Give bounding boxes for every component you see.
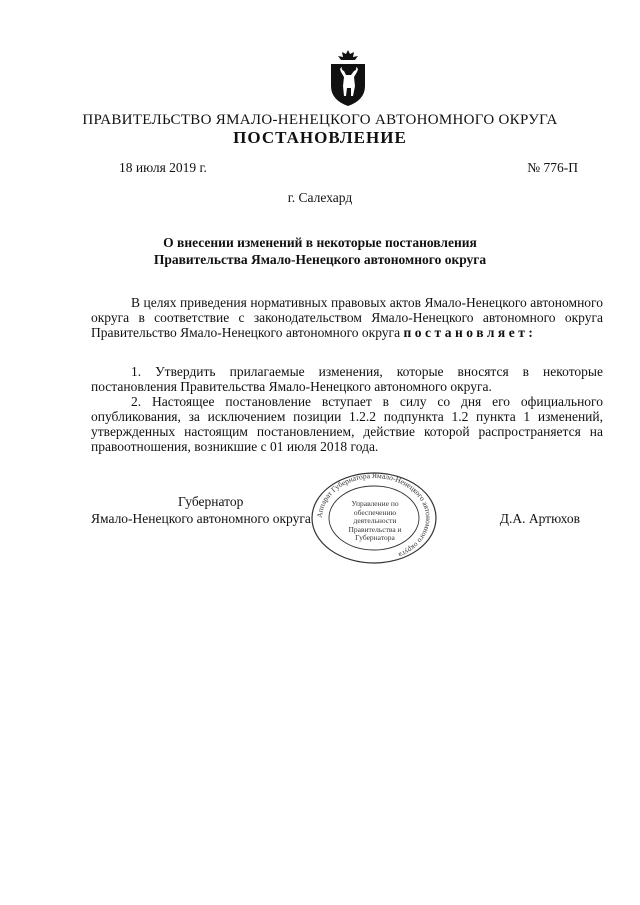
coat-of-arms-icon — [327, 48, 369, 108]
signatory-region: Ямало-Ненецкого автономного округа — [91, 511, 311, 526]
stamp-inner-text: Управление по обеспечению деятельности Правительства и Губернатора — [348, 499, 402, 542]
stamp-outer-text: Аппарат Губернатора Ямало-Ненецкого автономного округа — [314, 471, 434, 560]
item-1-paragraph: 1. Утвердить прилагаемые изменения, которые вносятся в некоторые постановления Правительства Ямало-Ненецкого автономного округа. — [91, 364, 603, 394]
intro-text: В целях приведения нормативных правовых актов Ямало-Ненецкого автономного округа в соответствие с законодательством Ямало-Ненецкого автономного округа Правительство Ямало-Ненецкого автономного округа — [91, 295, 603, 340]
document-title — [0, 234, 640, 268]
document-number: № 776-П — [527, 160, 578, 175]
signatory-name: Д.А. Артюхов — [499, 511, 580, 526]
document-city: г. Салехард — [287, 190, 353, 205]
decree-word: постановляет: — [403, 325, 537, 340]
document-date: 18 июля 2019 г. — [119, 160, 207, 175]
signatory-title: Губернатор — [178, 494, 244, 509]
title-line-1: О внесении изменений в некоторые постановления — [163, 235, 477, 250]
organization-name: ПРАВИТЕЛЬСТВО ЯМАЛО-НЕНЕЦКОГО АВТОНОМНОГО ОКРУГА — [82, 112, 558, 128]
document-type: ПОСТАНОВЛЕНИЕ — [233, 128, 407, 147]
intro-paragraph — [91, 295, 603, 340]
item-2-paragraph: 2. Настоящее постановление вступает в силу со дня его официального опубликования, за исключением позиции 1.2.2 подпункта 1.2 пункта 1 изменений, утвержденных настоящим постановлением, действие которой распространяется на правоотношения, возникшие с 01 июля 2018 года. — [91, 394, 603, 454]
title-line-2: Правительства Ямало-Ненецкого автономного округа — [153, 252, 487, 267]
